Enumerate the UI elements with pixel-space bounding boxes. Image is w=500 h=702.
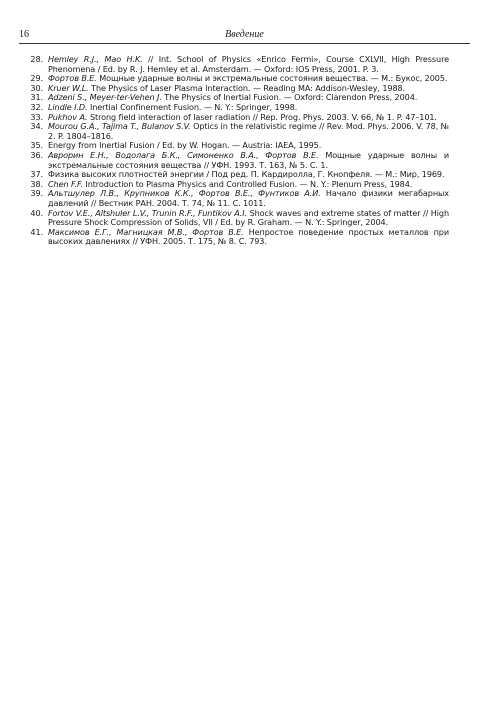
- reference-list: [19, 55, 449, 247]
- reference-item: [19, 55, 449, 74]
- reference-item: [19, 209, 449, 228]
- reference-number: 36.: [30, 149, 43, 160]
- reference-number: 28.: [30, 54, 43, 64]
- reference-authors: Kruer W.L.: [48, 82, 89, 93]
- reference-number: 41.: [30, 226, 43, 237]
- reference-number: 32.: [30, 101, 43, 112]
- reference-text: Strong field interaction of laser radiation // Rep. Prog. Phys. 2003. V. 66, № 1. P. 47–101.: [87, 111, 437, 122]
- reference-text: The Physics of Laser Plasma Interaction. — Reading MA: Addison-Wesley, 1988.: [88, 82, 406, 93]
- reference-text: Физика высоких плотностей энергии / Под ред. П. Кардиролла, Г. Кнопфеля. — М.: Мир, 1969.: [48, 169, 445, 180]
- reference-authors: Hemley R.J., Mao H.K.: [48, 54, 143, 64]
- reference-text: Мощные ударные волны и экстремальные состояния вещества. — М.: Букос, 2005.: [96, 73, 448, 84]
- reference-number: 30.: [30, 82, 43, 93]
- reference-authors: Альтшулер Л.В., Крупников К.К., Фортов В.Е., Фунтиков А.И.: [48, 188, 321, 199]
- reference-item: [19, 189, 449, 208]
- reference-authors: Pukhov A.: [48, 111, 88, 122]
- reference-number: 37.: [30, 169, 43, 180]
- reference-number: 38.: [30, 178, 43, 189]
- reference-text: Непростое поведение простых металлов при высоких давлениях // УФН. 2005. Т. 175, № 8. С. 793.: [48, 226, 449, 247]
- reference-text: Energy from Inertial Fusion / Ed. by W. Hogan. — Austria: IAEA, 1995.: [48, 140, 322, 151]
- reference-number: 40.: [30, 207, 43, 218]
- running-header: [19, 29, 470, 44]
- reference-text: The Physics of Inertial Fusion. — Oxford: Clarendon Press, 2004.: [161, 92, 418, 103]
- reference-number: 29.: [30, 73, 43, 84]
- page-number: 16: [19, 29, 29, 40]
- reference-authors: Максимов Е.Г., Магницкая М.В., Фортов В.Е.: [48, 226, 244, 237]
- reference-text: Inertial Confinement Fusion. — N. Y.: Springer, 1998.: [87, 101, 298, 112]
- reference-item: [19, 151, 449, 170]
- reference-number: 34.: [30, 121, 43, 132]
- reference-authors: Fortov V.E., Altshuler L.V., Trunin R.F., Funtikov A.I.: [48, 207, 248, 218]
- reference-item: [19, 122, 449, 141]
- reference-number: 33.: [30, 111, 43, 122]
- reference-authors: Chen F.F.: [48, 178, 83, 189]
- reference-item: [19, 228, 449, 247]
- reference-authors: Фортов В.Е.: [48, 73, 97, 84]
- reference-authors: Mourou G.A., Tajima T., Bulanov S.V.: [48, 121, 191, 132]
- reference-authors: Аврорин Е.Н., Водолага Б.К., Симоненко В.А., Фортов В.Е.: [48, 149, 319, 160]
- reference-text: Optics in the relativistic regime // Rev. Mod. Phys. 2006. V. 78, № 2. P. 1804–1816.: [48, 121, 449, 141]
- reference-text: Introduction to Plasma Physics and Controlled Fusion. — N. Y.: Plenum Press, 1984.: [82, 178, 413, 189]
- reference-text: Начало физики мегабарных давлений // Вестник РАН. 2004. Т. 74, № 11. С. 1011.: [48, 188, 449, 208]
- reference-number: 35.: [30, 140, 43, 151]
- reference-text: Мощные ударные волны и экстремальные состояния вещества // УФН. 1993. Т. 163, № 5. С. 1.: [48, 149, 449, 170]
- reference-authors: Adzeni S., Meyer-ter-Vehen J.: [48, 92, 162, 103]
- reference-number: 31.: [30, 92, 43, 103]
- reference-authors: Lindle I.D.: [48, 101, 88, 112]
- reference-text: // Int. School of Physics «Enrico Fermi», Course CXLVII, High Pressure Phenomena / Ed. by R. J. Hemley et al. Amsterdam. — Oxford: IOS Press, 2001. P. 3.: [48, 54, 449, 74]
- reference-number: 39.: [30, 188, 43, 199]
- running-title: Введение: [225, 29, 264, 40]
- reference-text: Shock waves and extreme states of matter // High Pressure Shock Compression of Solids, VII / Ed. by R. Graham. — N. Y.: Springer, 2004.: [48, 207, 449, 228]
